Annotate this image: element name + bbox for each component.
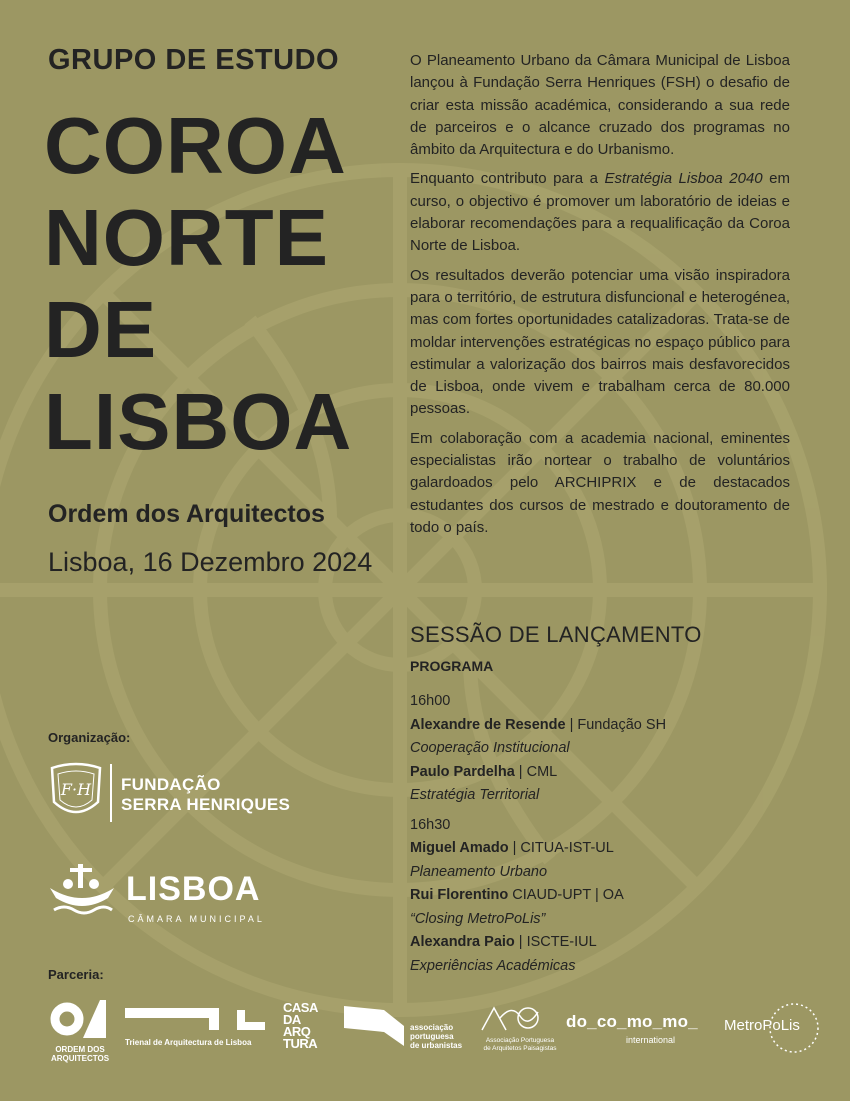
lisboa-logo-text: LISBOA <box>126 870 261 908</box>
fsh-line-2: SERRA HENRIQUES <box>121 795 291 814</box>
svg-text:F·H: F·H <box>60 780 92 799</box>
host-organization: Ordem dos Arquitectos <box>48 500 325 528</box>
event-subtitle: GRUPO DE ESTUDO <box>48 44 340 76</box>
oa-logo-text <box>48 1045 112 1063</box>
apap-line: Associação Portuguesa <box>485 1037 555 1044</box>
intro-paragraph-2 <box>410 168 790 257</box>
docomomo-logo-text: do_co_mo_mo_ <box>566 1012 698 1031</box>
casa-line: ARQ <box>283 1024 311 1039</box>
speaker-line <box>410 884 810 908</box>
docomomo-subtext: international <box>626 1035 676 1045</box>
lisboa-ship-icon <box>48 862 116 922</box>
speaker-affiliation: CML <box>526 763 558 780</box>
trienal-logo-text: Trienal de Arquitectura de Lisboa <box>125 1038 252 1047</box>
fsh-line-1: FUNDAÇÃO <box>121 775 221 794</box>
intro-p2-emphasis: Estratégia Lisboa 2040 <box>604 170 763 188</box>
intro-paragraph-3: Os resultados deverão potenciar uma visão inspiradora para o território, de estrutura disfuncional e heterogénea, mas com fortes oportunidades catalizadoras. Trata-se de moldar intervenções estratégicas no espaço público para estimular a valorização dos bairros mais desfavorecidos de Lisboa, onde vivem e trabalham cerca de 80.000 pessoas. <box>410 266 790 418</box>
fsh-crest-icon <box>48 762 104 824</box>
casa-arquitectura-logo <box>283 1002 325 1050</box>
event-title <box>44 100 352 468</box>
speaker-affiliation: CIAUD-UPT | OA <box>512 887 624 903</box>
metropolis-logo-text: MetroPoLis <box>724 1017 800 1034</box>
apap-line: de Arquitetos Paisagistas <box>483 1045 557 1052</box>
program-list <box>410 688 810 978</box>
title-line: NORTE <box>44 193 329 282</box>
speaker-separator: | <box>508 840 521 856</box>
speaker-line <box>410 761 810 785</box>
oa-logo-icon <box>50 998 108 1040</box>
talk-topic <box>410 955 810 979</box>
apu-logo-text <box>410 1023 462 1050</box>
program-label: PROGRAMA <box>410 658 494 674</box>
speaker-name: Miguel Amado <box>410 840 509 856</box>
topic-text: Estratégia Territorial <box>410 787 540 803</box>
event-date: Lisboa, 16 Dezembro 2024 <box>48 547 373 577</box>
lisboa-logo-subtext: CÂMARA MUNICIPAL <box>128 914 265 924</box>
program-time: 16h30 <box>410 816 451 833</box>
speaker-name: Paulo Pardelha <box>410 763 515 780</box>
speaker-line <box>410 714 810 738</box>
talk-topic <box>410 908 810 932</box>
apu-line: associação <box>410 1023 454 1032</box>
casa-line: DA <box>283 1012 301 1027</box>
fsh-divider <box>110 764 112 822</box>
session-title: SESSÃO DE LANÇAMENTO <box>410 622 702 647</box>
topic-text: Planeamento Urbano <box>410 863 548 880</box>
program-time: 16h00 <box>410 693 451 709</box>
speaker-name: Rui Florentino <box>410 887 509 903</box>
talk-topic <box>410 737 810 761</box>
trienal-logo-icon <box>125 1008 265 1032</box>
speaker-separator: | <box>565 716 578 733</box>
casa-line: CASA <box>283 1000 318 1015</box>
speaker-line <box>410 931 810 955</box>
oa-line-1: ORDEM DOS <box>55 1045 105 1054</box>
apu-line: portuguesa <box>410 1032 454 1041</box>
speaker-name: Alexandre de Resende <box>410 716 566 733</box>
speaker-line <box>410 837 810 861</box>
speaker-separator: | <box>514 934 527 950</box>
talk-topic <box>410 784 810 808</box>
intro-paragraph-4: Em colaboração com a academia nacional, eminentes especialistas irão nortear o trabalho de voluntários galardoados pelo ARCHIPRIX e de destacados estudantes dos cursos de mestrado e doutoramento de todo o país. <box>410 429 790 536</box>
apap-logo-icon <box>478 1004 544 1032</box>
organization-label: Organização: <box>48 730 131 745</box>
apap-logo-text <box>475 1037 565 1053</box>
title-line: COROA <box>44 101 347 190</box>
topic-text: Cooperação Institucional <box>410 740 570 756</box>
apu-logo-icon <box>344 1006 406 1048</box>
partners-label: Parceria: <box>48 967 104 982</box>
speaker-affiliation: ISCTE-IUL <box>526 934 597 950</box>
intro-p2-text: Enquanto contributo para a <box>410 170 605 188</box>
speaker-affiliation: CITUA-IST-UL <box>520 840 614 856</box>
speaker-affiliation: Fundação SH <box>577 716 667 733</box>
title-line: DE <box>44 285 158 374</box>
speaker-name: Alexandra Paio <box>410 934 515 950</box>
topic-text: Experiências Académicas <box>410 957 576 974</box>
topic-text: “Closing MetroPoLis” <box>410 910 546 927</box>
speaker-separator: | <box>514 763 527 780</box>
intro-p2-text-end: em curso, o objectivo é promover um laboratório de ideias e elaborar recomendações para a requalificação da Coroa Norte de Lisboa. <box>410 170 791 255</box>
fsh-logo-text <box>121 775 290 815</box>
casa-line: TURA <box>283 1036 318 1051</box>
intro-paragraph-1: O Planeamento Urbano da Câmara Municipal de Lisboa lançou à Fundação Serra Henriques (FSH) o desafio de criar esta missão académica, considerando a sua rede de parceiros e o alcance cruzado dos programas no âmbito da Arquitectura e do Urbanismo. <box>410 52 790 159</box>
apu-line: de urbanistas <box>410 1041 463 1050</box>
oa-line-2: ARQUITECTOS <box>50 1054 110 1063</box>
talk-topic <box>410 861 810 885</box>
title-line: LISBOA <box>44 377 353 466</box>
intro-text <box>410 50 790 546</box>
